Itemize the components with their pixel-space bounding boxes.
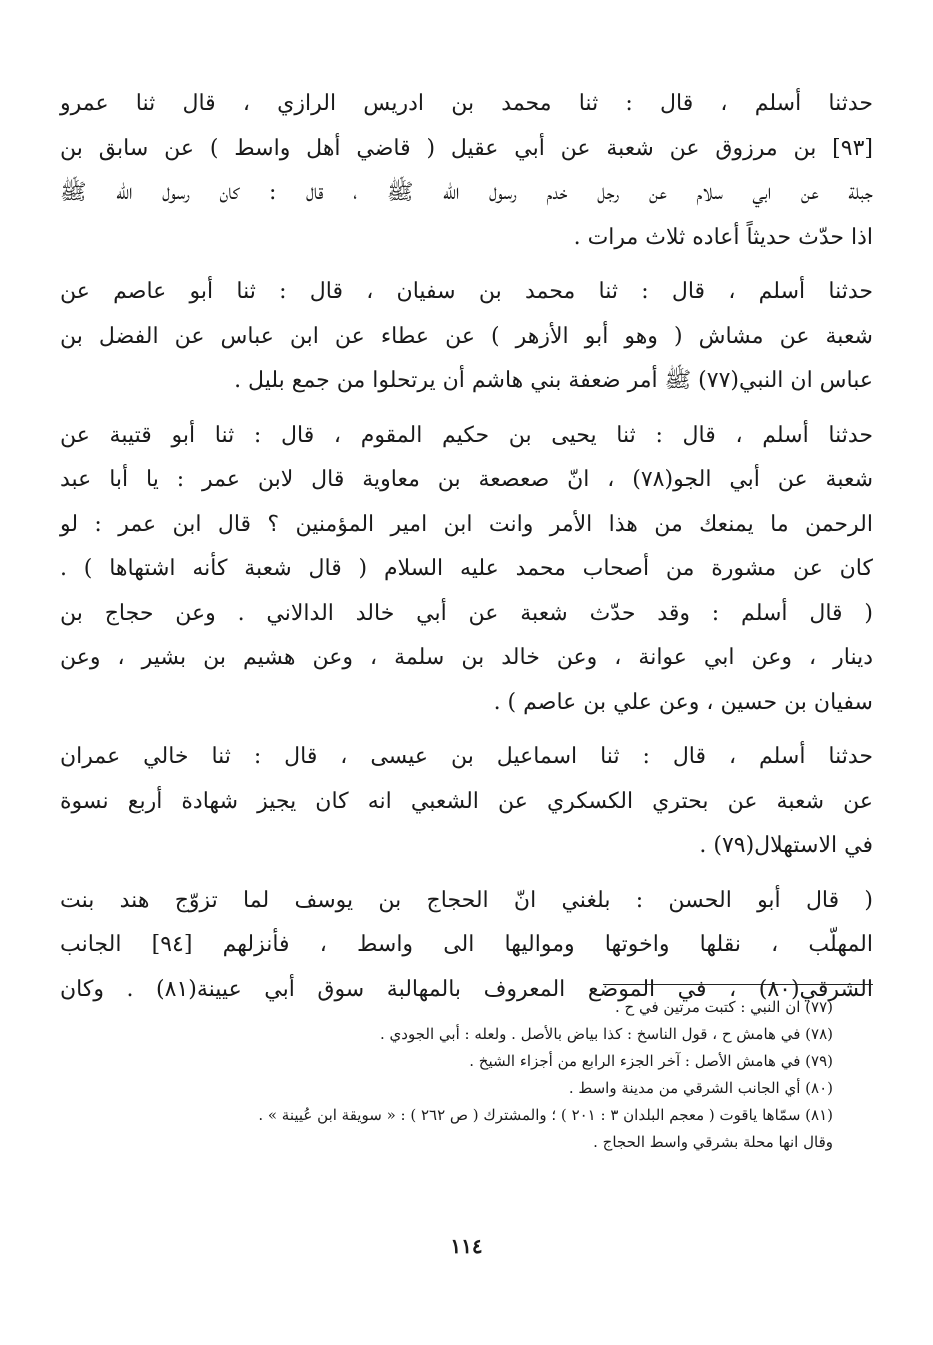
text-line: عباس ان النبي(٧٧) ﷺ أمر ضعفة بني هاشم أن يرتحلوا من جمع بليل . — [234, 368, 873, 393]
paragraph — [60, 82, 873, 260]
footnotes — [60, 994, 833, 1156]
paragraph — [60, 270, 873, 404]
paragraph — [60, 414, 873, 726]
text-line: حدثنا أسلم ، قال : ثنا اسماعيل بن عيسى ، قال : ثنا خالي عمران — [60, 744, 873, 769]
text-line: شعبة عن مشاش ( وهو أبو الأزهر ) عن عطاء عن ابن عباس عن الفضل بن — [60, 323, 873, 349]
text-line: ( قال أبو الحسن : بلغني انّ الحجاج بن يوسف لما تزوّج هند بنت — [60, 887, 873, 913]
text-line: في الاستهلال(٧٩) . — [699, 833, 873, 858]
paragraph — [60, 879, 873, 1013]
text-line: حدثنا أسلم ، قال : ثنا محمد بن سفيان ، قال : ثنا أبو عاصم عن — [60, 279, 873, 304]
text-line: اذا حدّث حديثاً أعاده ثلاث مرات . — [573, 224, 873, 250]
text-line: حدثنا أسلم ، قال : ثنا يحيى بن حكيم المقوم ، قال : ثنا أبو قتيبة عن — [60, 422, 873, 448]
footnote: (٨١) سمّاها ياقوت ( معجم البلدان ٣ : ٢٠١ ) ؛ والمشترك ( ص ٢٦٢ ) : « سويقة ابن عُيينة » . — [258, 1106, 833, 1124]
footnote: (٨٠) أي الجانب الشرقي من مدينة واسط . — [568, 1079, 833, 1097]
footnote-continuation: وقال انها محلة بشرقي واسط الحجاج . — [593, 1133, 833, 1151]
text-line: شعبة عن أبي الجو(٧٨) ، انّ صعصعة بن معاوية قال لابن عمر : يا أبا عبد — [60, 467, 873, 492]
footnote-divider — [603, 984, 873, 985]
text-line: عن شعبة عن بحتري الكسكري عن الشعبي انه كان يجيز شهادة أربع نسوة — [60, 788, 873, 814]
text-line: [٩٣] بن مرزوق عن شعبة عن أبي عقيل ( قاضي أهل واسط ) عن سابق بن — [60, 135, 873, 161]
footnote: (٧٩) في هامش الأصل : آخر الجزء الرابع من أجزاء الشيخ . — [469, 1052, 833, 1070]
text-line: الرحمن ما يمنعك من هذا الأمر وانت ابن امير المؤمنين ؟ قال ابن عمر : لو — [60, 511, 873, 537]
text-line: حدثنا أسلم ، قال : ثنا محمد بن ادريس الرازي ، قال ثنا عمرو — [60, 91, 873, 116]
text-line: المهلّب ، نقلها واخوتها ومواليها الى واسط ، فأنزلهم [٩٤] الجانب — [60, 932, 873, 957]
text-line: كان عن مشورة من أصحاب محمد عليه السلام ( قال شعبة كأنه اشتهاها ) . — [60, 556, 873, 581]
footnote: (٧٨) في هامش ح ، قول الناسخ : كذا بياض بالأصل . ولعله : أبي الجودي . — [380, 1025, 833, 1043]
paragraph — [60, 735, 873, 869]
text-line: الشرقي(٨٠) ، في الموضع المعروف بالمهالبة سوق أبي عيينة(٨١) . وكان — [60, 976, 873, 1002]
text-line: دينار ، وعن ابي عوانة ، وعن خالد بن سلمة ، وعن هشيم بن بشير ، وعن — [60, 645, 873, 670]
text-line: جبلة عن ابي سلام عن رجل خدم رسول الله ﷺ ، قال : كان رسول الله ﷺ — [60, 180, 873, 205]
footnote: (٧٧) ان النبي : كتبت مرتين في ح . — [615, 998, 833, 1016]
page-number: ١١٤ — [450, 1234, 483, 1258]
main-text — [60, 82, 873, 1022]
text-line: ( قال أسلم : وقد حدّث شعبة عن أبي خالد الدالاني . وعن حجاج بن — [60, 600, 873, 626]
text-line: سفيان بن حسين ، وعن علي بن عاصم ) . — [493, 689, 873, 715]
